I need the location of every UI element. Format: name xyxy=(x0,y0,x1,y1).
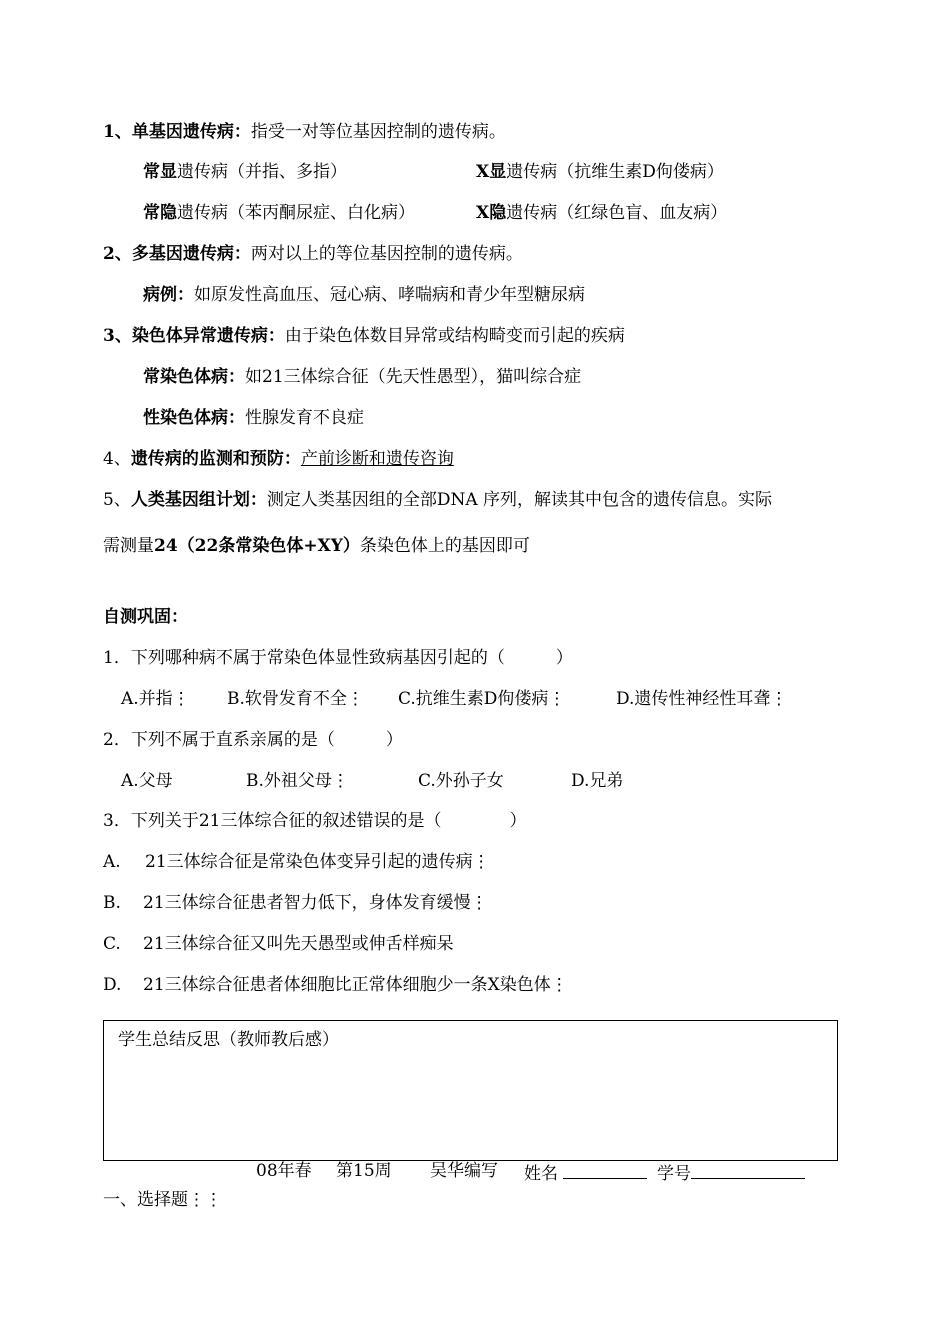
item2: 2、多基因遗传病：两对以上的等位基因控制的遗传病。 xyxy=(103,244,523,264)
next-section-title: 一、选择题⋮⋮ xyxy=(103,1190,222,1210)
item2-examples: 病例：如原发性高血压、冠心病、哮喘病和青少年型糖尿病 xyxy=(143,285,585,305)
question-1-option-d: D.遗传性神经性耳聋⋮ xyxy=(616,689,788,709)
question-3-stem: 3．下列关于21三体综合征的叙述错误的是（ ） xyxy=(103,811,527,831)
name-blank[interactable] xyxy=(563,1160,647,1179)
item5-continued: 需测量24（22条常染色体+XY）条染色体上的基因即可 xyxy=(103,536,530,556)
item1 xyxy=(103,121,506,143)
item5: 5、人类基因组计划：测定人类基因组的全部DNA 序列，解读其中包含的遗传信息。实际 xyxy=(103,490,773,510)
item1-text: 指受一对等位基因控制的遗传病。 xyxy=(250,122,506,142)
footer-week: 第15周 xyxy=(336,1161,392,1181)
reflection-box xyxy=(103,1020,838,1161)
item1-sub-x-recessive: X隐遗传病（红绿色盲、血友病） xyxy=(476,203,728,223)
footer-name xyxy=(524,1160,647,1185)
question-2-option-d: D.兄弟 xyxy=(571,771,624,791)
question-3-option-c: C. 21三体综合征又叫先天愚型或伸舌样痴呆 xyxy=(103,934,454,954)
footer-term: 08年春 xyxy=(256,1161,312,1181)
question-2-option-b: B.外祖父母⋮ xyxy=(246,771,349,791)
question-3-option-d: D. 21三体综合征患者体细胞比正常体细胞少一条X染色体⋮ xyxy=(103,975,568,995)
quiz-title: 自测巩固： xyxy=(103,607,188,627)
id-blank[interactable] xyxy=(691,1160,805,1179)
item4-answer: 产前诊断和遗传咨询 xyxy=(300,449,454,469)
item3-autosomal: 常染色体病：如21三体综合征（先天性愚型），猫叫综合症 xyxy=(143,367,582,387)
item4: 4、遗传病的监测和预防：产前诊断和遗传咨询 xyxy=(103,449,454,469)
question-3-option-a: A. 21三体综合征是常染色体变异引起的遗传病⋮ xyxy=(103,852,490,872)
question-3-option-b: B. 21三体综合征患者智力低下，身体发育缓慢⋮ xyxy=(103,893,488,913)
name-label: 姓名 xyxy=(524,1164,558,1184)
question-2-stem: 2．下列不属于直系亲属的是（ ） xyxy=(103,730,403,750)
item3-sex-chromosome: 性染色体病：性腺发育不良症 xyxy=(143,408,364,428)
question-2-option-a: A.父母 xyxy=(121,771,173,791)
reflection-box-title: 学生总结反思（教师教后感） xyxy=(118,1030,339,1050)
question-2-option-c: C.外孙子女 xyxy=(418,771,504,791)
item1-sub-x-dominant: X显遗传病（抗维生素D佝偻病） xyxy=(476,162,724,182)
item1-sub-autosomal-dominant: 常显遗传病（并指、多指） xyxy=(143,162,347,182)
item3: 3、染色体异常遗传病：由于染色体数目异常或结构畸变而引起的疾病 xyxy=(103,326,625,346)
question-1-stem: 1．下列哪种病不属于常染色体显性致病基因引起的（ ） xyxy=(103,648,573,668)
id-label: 学号 xyxy=(657,1164,691,1184)
question-1-option-a: A.并指⋮ xyxy=(121,689,190,709)
item1-sub-autosomal-recessive: 常隐遗传病（苯丙酮尿症、白化病） xyxy=(143,203,415,223)
footer-author: 吴华编写 xyxy=(430,1161,498,1181)
question-1-option-c: C.抗维生素D佝偻病⋮ xyxy=(398,689,566,709)
footer-student-id xyxy=(657,1160,805,1185)
question-1-option-b: B.软骨发育不全⋮ xyxy=(227,689,364,709)
item1-head: 单基因遗传病： xyxy=(131,122,251,142)
item1-num: 1、 xyxy=(103,122,132,142)
